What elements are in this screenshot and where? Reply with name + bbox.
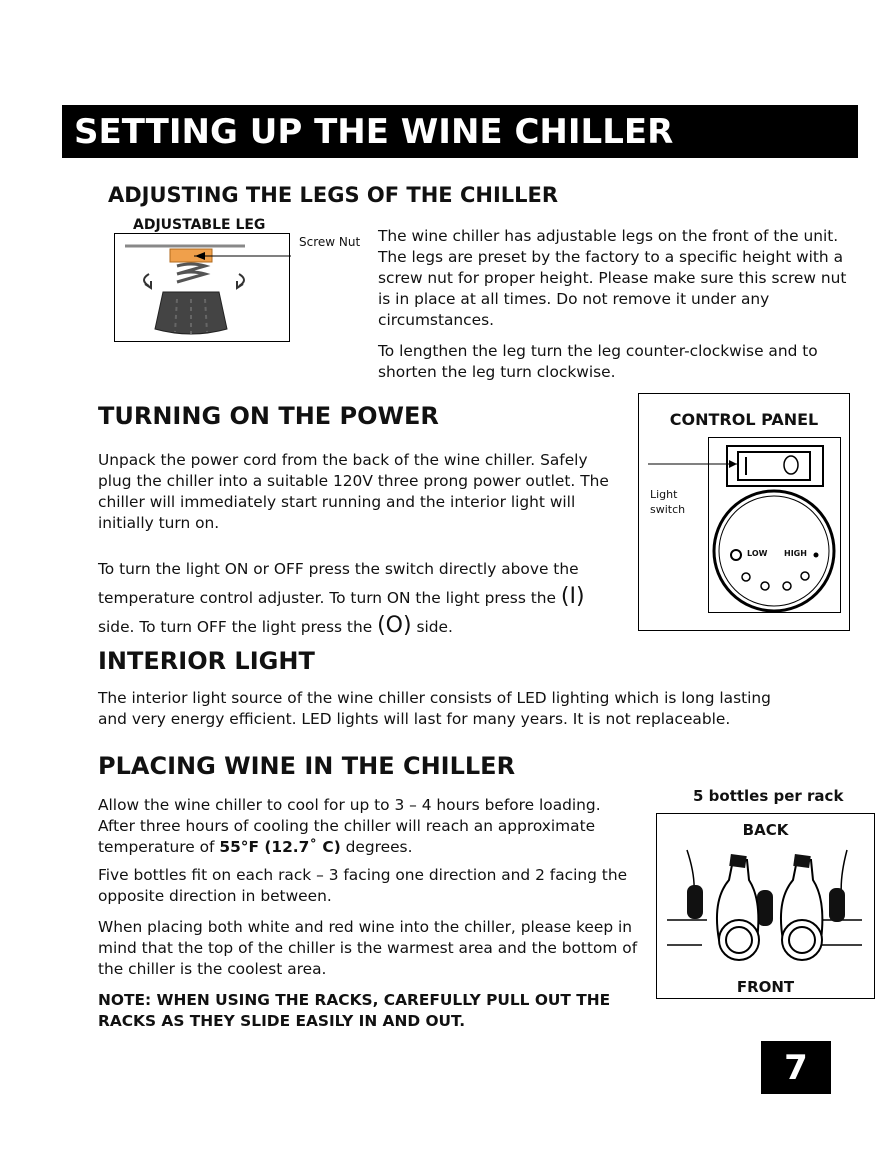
placing-paragraph-3: When placing both white and red wine into the chiller, please keep in mind that the top of the chiller is the warmest area and the bottom of the chiller is the coolest area. (98, 918, 638, 978)
adjustable-leg-illustration (115, 234, 291, 343)
adjustable-leg-caption: ADJUSTABLE LEG (133, 217, 266, 233)
power-heading: TURNING ON THE POWER (98, 402, 439, 430)
rack-figure (656, 813, 875, 999)
placing-wine-heading: PLACING WINE IN THE CHILLER (98, 752, 516, 780)
power-paragraph-2 (98, 556, 618, 641)
placing-paragraph-1-text-a: Allow the wine chiller to cool for up to 3 – 4 hours before loading. After three hours of cooling the chiller will reach an approximate temperature of (98, 796, 601, 856)
on-symbol: (I) (560, 584, 585, 609)
placing-paragraph-1-text-b: degrees. (340, 838, 413, 856)
interior-light-heading: INTERIOR LIGHT (98, 647, 315, 675)
power-paragraph-2-text-c: side. (411, 618, 453, 636)
temperature-value: 55°F (12.7˚ C) (219, 838, 341, 856)
rack-back-label: BACK (742, 821, 789, 839)
light-switch-label-line-1: Light (650, 488, 678, 501)
light-switch-label (650, 487, 685, 517)
knob-high-label: HIGH (784, 549, 807, 558)
rack-figure-caption: 5 bottles per rack (693, 787, 844, 805)
power-paragraph-1: Unpack the power cord from the back of the wine chiller. Safely plug the chiller into a suitable 120V three prong power outlet. The chiller will immediately start running and the interior light will initially turn on. (98, 451, 609, 532)
page-title-banner (62, 105, 858, 158)
page-number: 7 (761, 1041, 831, 1094)
knob-low-label: LOW (747, 549, 768, 558)
screw-nut-label: Screw Nut (299, 235, 361, 249)
power-paragraph-2-text-a: To turn the light ON or OFF press the switch directly above the temperature control adjuster. To turn ON the light press the (98, 560, 579, 607)
rack-bottles-illustration (657, 840, 876, 990)
placing-paragraph-1 (98, 795, 628, 858)
control-panel-figure (638, 393, 850, 631)
interior-light-paragraph: The interior light source of the wine chiller consists of LED lighting which is long lasting and very energy efficient. LED lights will last for many years. It is not replaceable. (98, 689, 771, 728)
rack-front-label: FRONT (736, 978, 795, 996)
racks-note: NOTE: WHEN USING THE RACKS, CAREFULLY PULL OUT THE RACKS AS THEY SLIDE EASILY IN AND OUT. (98, 991, 611, 1030)
placing-paragraph-2: Five bottles fit on each rack – 3 facing one direction and 2 facing the opposite direction in between. (98, 866, 628, 905)
off-symbol: (O) (377, 613, 412, 638)
power-paragraph-2-text-b: side. To turn OFF the light press the (98, 618, 378, 636)
legs-heading: ADJUSTING THE LEGS OF THE CHILLER (108, 183, 559, 207)
adjustable-leg-figure (114, 233, 290, 342)
legs-paragraph-2: To lengthen the leg turn the leg counter-clockwise and to shorten the leg turn clockwise. (378, 342, 818, 381)
legs-paragraph-1: The wine chiller has adjustable legs on the front of the unit. The legs are preset by the factory to a specific height with a screw nut for proper height. Please make sure this screw nut is in place at all times. Do not remove it under any circumstances. (378, 227, 847, 329)
light-switch-label-line-2: switch (650, 503, 686, 516)
page-title: SETTING UP THE WINE CHILLER (74, 112, 674, 152)
control-panel-title: CONTROL PANEL (669, 410, 819, 429)
